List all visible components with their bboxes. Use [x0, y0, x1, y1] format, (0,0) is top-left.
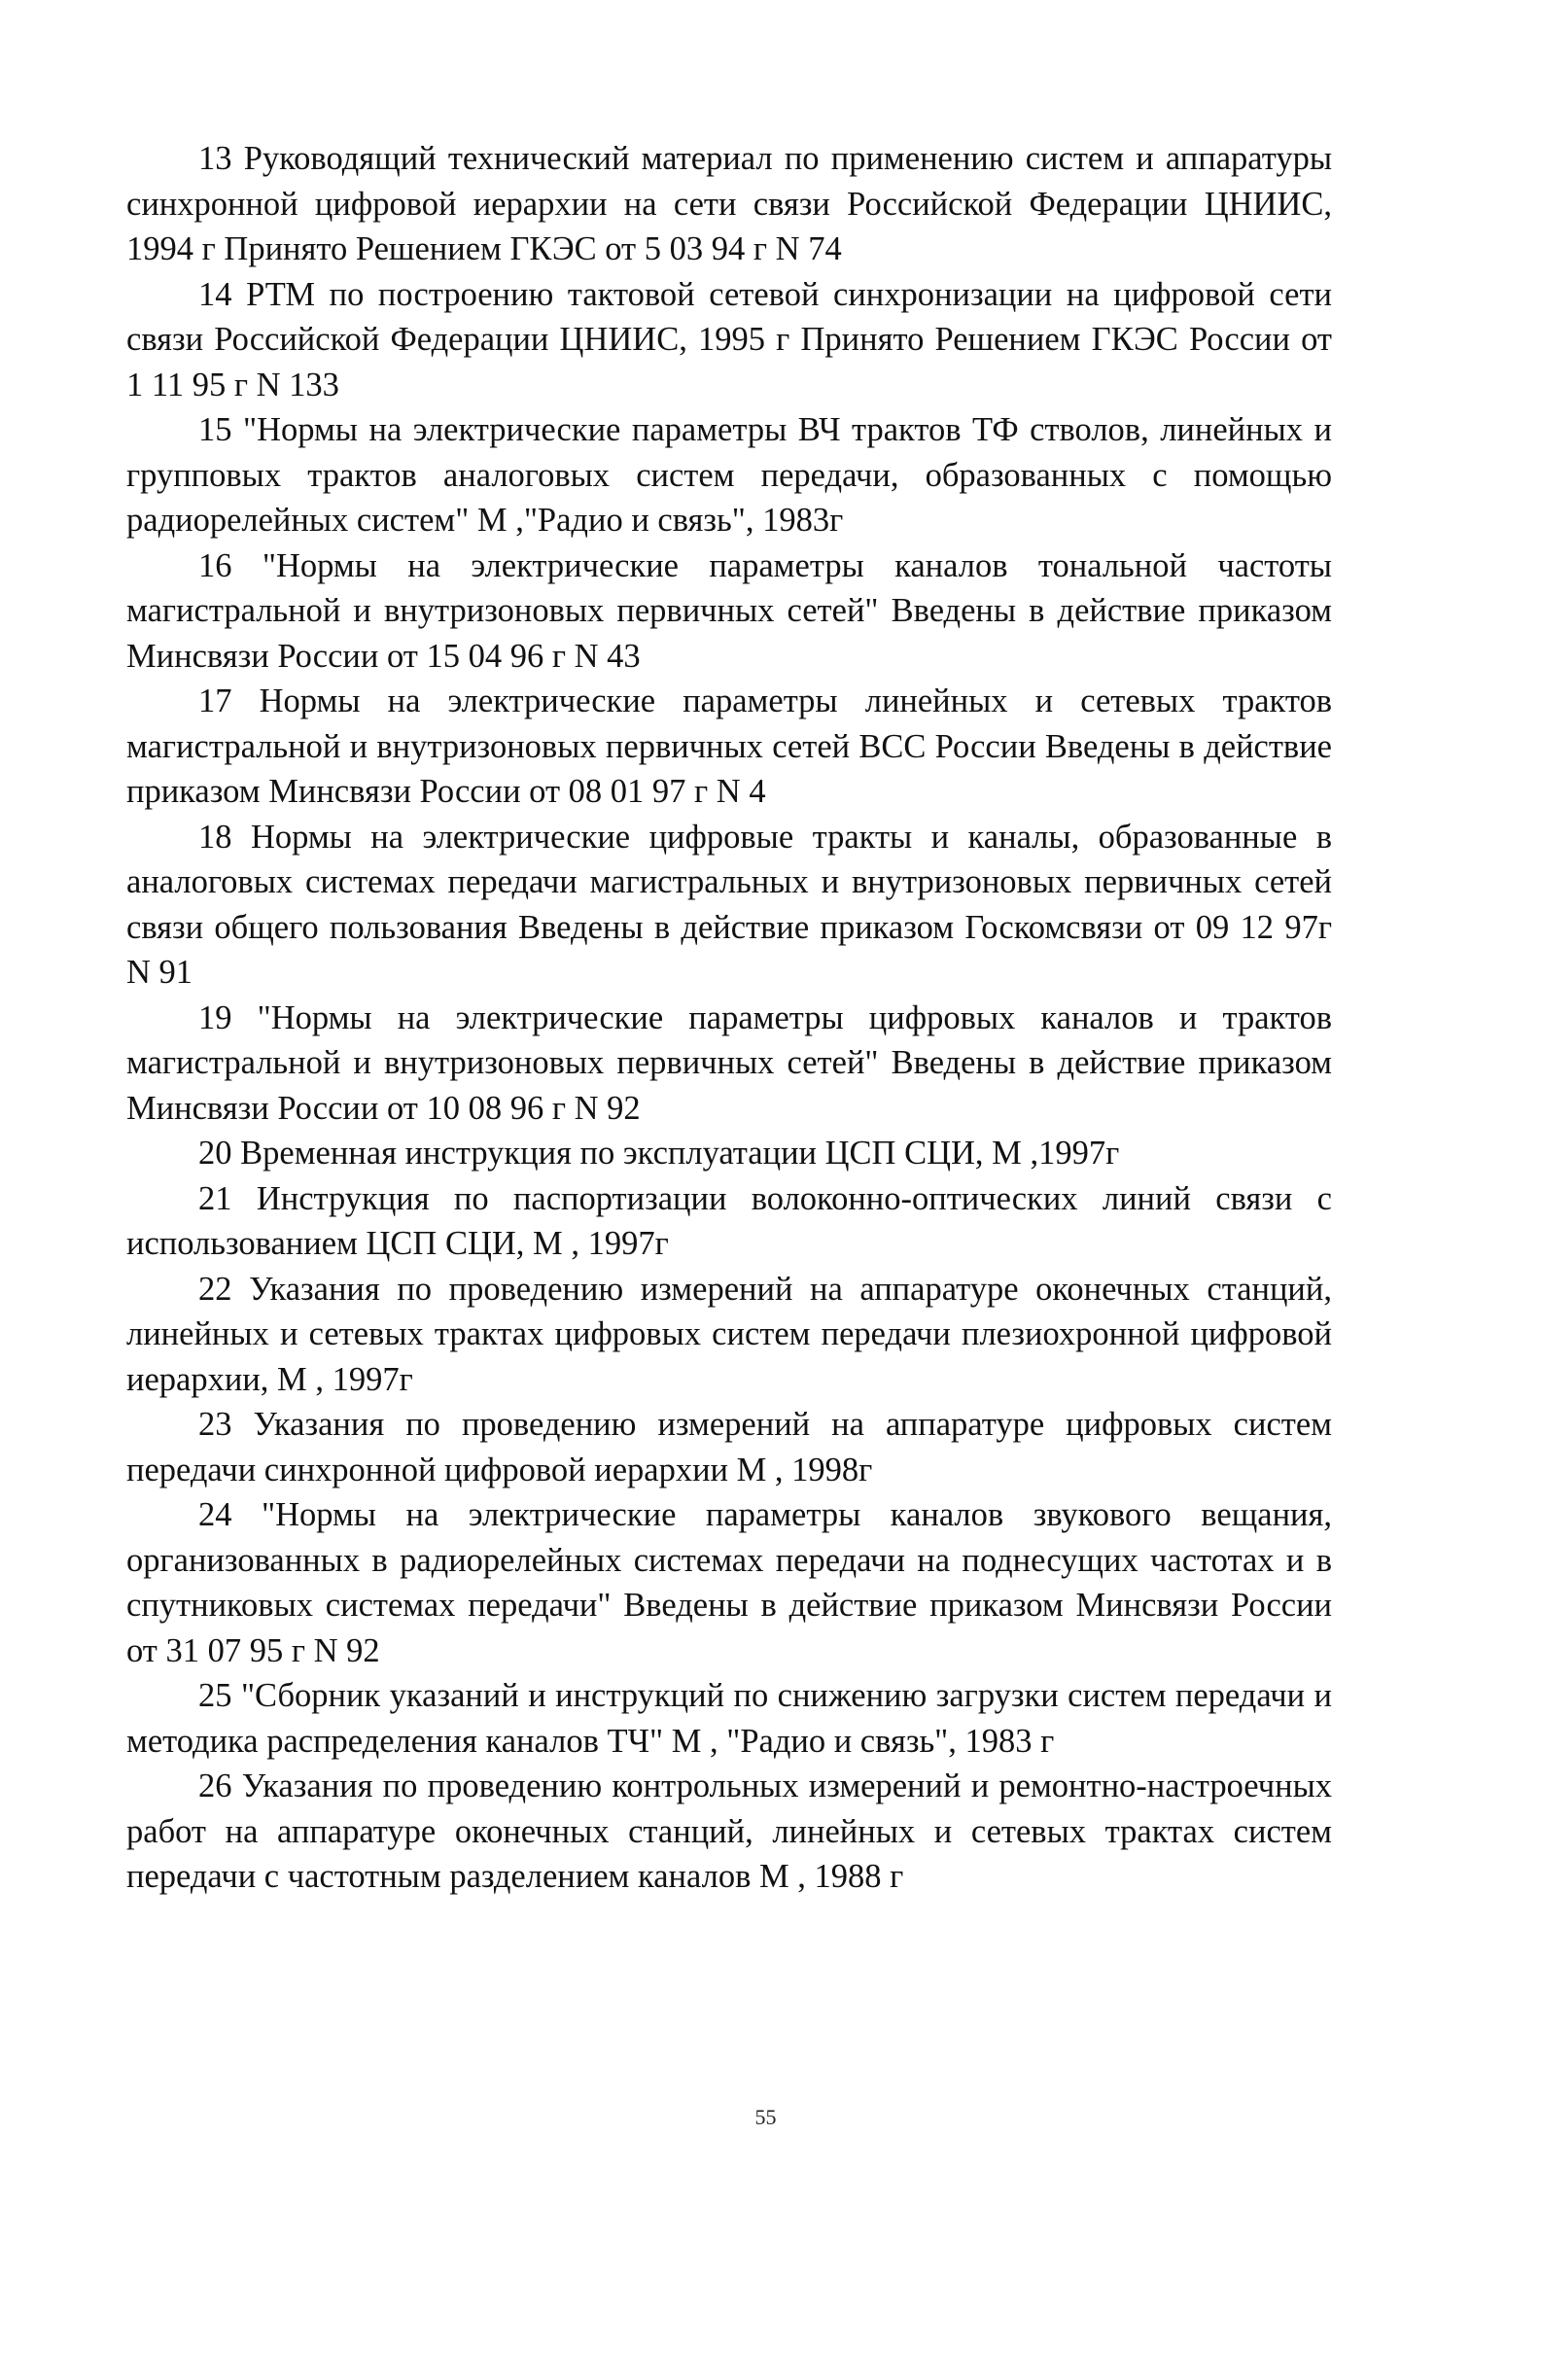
page-number: 55	[754, 2105, 777, 2129]
reference-item-23: 23 Указания по проведению измерений на аппаратуре цифровых систем передачи синхронной цифровой иерархии М , 1998г	[126, 1406, 1332, 1488]
reference-item-15: 15 "Нормы на электрические параметры ВЧ трактов ТФ стволов, линейных и групповых трактов аналоговых систем передачи, образованных с помощью радиорелейных систем" М ,"Радио и связь", 1983г	[126, 411, 1332, 539]
reference-item-16: 16 "Нормы на электрические параметры каналов тональной частоты магистральной и внутризоновых первичных сетей" Введены в действие приказом Минсвязи России от 15 04 96 г N 43	[126, 546, 1332, 675]
reference-item-21: 21 Инструкция по паспортизации волоконно-оптических линий связи с использованием ЦСП СЦИ, М , 1997г	[126, 1179, 1332, 1262]
reference-list	[126, 136, 1332, 1900]
reference-item-18: 18 Нормы на электрические цифровые тракты и каналы, образованные в аналоговых системах передачи магистральных и внутризоновых первичных сетей связи общего пользования Введены в действие приказом Госкомсвязи от 09 12 97г N 91	[126, 818, 1332, 991]
reference-item-25: 25 "Сборник указаний и инструкций по снижению загрузки систем передачи и методика распределения каналов ТЧ" М , "Радио и связь", 1983 г	[126, 1677, 1332, 1760]
reference-item-26: 26 Указания по проведению контрольных измерений и ремонтно-настроечных работ на аппаратуре оконечных станций, линейных и сетевых трактах систем передачи с частотным разделением каналов М , 1988 г	[126, 1768, 1332, 1895]
reference-item-22: 22 Указания по проведению измерений на аппаратуре оконечных станций, линейных и сетевых трактах цифровых систем передачи плезиохронной цифровой иерархии, М , 1997г	[126, 1270, 1332, 1398]
reference-item-13: 13 Руководящий технический материал по применению систем и аппаратуры синхронной цифровой иерархии на сети связи Российской Федерации ЦНИИС, 1994 г Принято Решением ГКЭС от 5 03 94 г N 74	[126, 140, 1332, 267]
reference-item-14: 14 РТМ по построению тактовой сетевой синхронизации на цифровой сети связи Российской Федерации ЦНИИС, 1995 г Принято Решением ГКЭС России от 1 11 95 г N 133	[126, 275, 1332, 403]
reference-item-24: 24 "Нормы на электрические параметры каналов звукового вещания, организованных в радиорелейных системах передачи на поднесущих частотах и в спутниковых системах передачи" Введены в действие приказом Минсвязи России от 31 07 95 г N 92	[126, 1496, 1332, 1669]
reference-item-19: 19 "Нормы на электрические параметры цифровых каналов и трактов магистральной и внутризоновых первичных сетей" Введены в действие приказом Минсвязи России от 10 08 96 г N 92	[126, 998, 1332, 1127]
reference-item-17: 17 Нормы на электрические параметры линейных и сетевых трактов магистральной и внутризоновых первичных сетей ВСС России Введены в действие приказом Минсвязи России от 08 01 97 г N 4	[126, 682, 1332, 810]
reference-item-20: 20 Временная инструкция по эксплуатации ЦСП СЦИ, М ,1997г	[198, 1135, 1120, 1172]
